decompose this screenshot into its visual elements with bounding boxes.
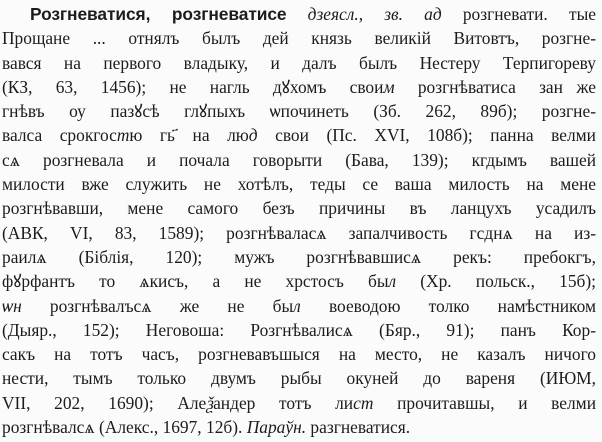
- entry-text: (Дыяр., 152); Неговоша: Розгнѣвалисѧ (Бяр., 91); панъ Кор-: [2, 319, 596, 340]
- dictionary-entry: [2, 2, 596, 439]
- entry-text: Прощане ... отнялъ былъ дей князь великій Витовтъ, розгне-: [2, 28, 596, 49]
- entry-italic-text: л: [293, 295, 301, 316]
- entry-italic-text: л: [388, 271, 397, 292]
- entry-text: вався на первого владыку, и далъ былъ Нестеру Терпигореву: [2, 52, 596, 73]
- entry-line: [2, 75, 596, 99]
- entry-text: раилѧ (Біблія, 120); мужъ розгнѣвавшисѧ рекъ: пребокгъ,: [2, 246, 596, 267]
- entry-text: (АВК, VI, 83, 1589); розгнѣваласѧ запалчивость гсднѧ на из-: [2, 222, 596, 243]
- entry-line: [2, 269, 596, 293]
- entry-line: [2, 221, 596, 245]
- entry-text: розгнѣвалсѧ (Алекс., 1697, 12б).: [2, 417, 247, 438]
- entry-line: [2, 245, 596, 269]
- entry-text: розгневати. тые: [441, 4, 596, 24]
- entry-line: [2, 366, 596, 390]
- entry-text: андер тотъ ли: [213, 392, 354, 413]
- entry-italic-text: Параўн.: [246, 417, 307, 438]
- entry-text: сакъ на тотъ часъ, розгневавъшыся на место, не казалъ ничого: [2, 344, 596, 365]
- entry-line: [2, 391, 596, 415]
- entry-italic-text: ѡн: [2, 295, 22, 316]
- entry-italic-text: ст: [353, 392, 374, 413]
- entry-text: воеводою толко намѣстником: [300, 295, 596, 316]
- entry-italic-text: т: [116, 125, 130, 146]
- entry-line: [2, 415, 596, 439]
- entry-line: [2, 2, 596, 26]
- entry-text: валса срокгос: [2, 125, 117, 146]
- entry-line: [2, 294, 596, 318]
- entry-line: [2, 99, 596, 123]
- entry-text: (КЗ, 63, 1456); не нагль дꙋхомъ свои: [2, 76, 384, 97]
- entry-text: VII, 202, 1690); Але: [2, 392, 207, 413]
- entry-line: [2, 196, 596, 220]
- entry-text: разгневатися.: [306, 417, 411, 438]
- entry-text: милости вже служить не хотѣлъ, теды се ваша милость на мене: [2, 174, 596, 195]
- entry-italic-text: м: [383, 76, 395, 97]
- entry-line: [2, 172, 596, 196]
- entry-headword: Розгневатися, розгневатисе: [30, 4, 287, 24]
- entry-text: сѧ розгневала и почала говорыти (Бава, 139); кгдымъ вашей: [2, 149, 596, 170]
- entry-text: [286, 4, 307, 24]
- entry-text: (Хр. польск., 15б);: [396, 271, 596, 292]
- entry-line: [2, 148, 596, 172]
- entry-line: [2, 26, 596, 50]
- entry-text: фꙋрфантъ то ѧкисъ, а не хрстосъ бы: [2, 271, 389, 292]
- entry-text: свои (Пс. XVI, 108б); панна велми: [257, 125, 596, 146]
- entry-text: гнѣвъ оу пазꙋсѣ глꙋпыхъ ѡпочинеть (Зб. 262, 89б); розгне-: [2, 101, 596, 122]
- entry-line: [2, 51, 596, 75]
- entry-line: [2, 123, 596, 147]
- entry-italic-text: д: [248, 125, 258, 146]
- entry-text: прочитавшы, и велми: [373, 392, 596, 413]
- entry-text: розгнѣвавши, мене самого безъ причины въ ланцухъ усадилъ: [2, 198, 596, 219]
- entry-italic-text: ѯ: [206, 392, 214, 413]
- entry-text: нести, тымъ только двумъ рыбы окуней до вареня (ИЮМ,: [2, 368, 596, 389]
- entry-text: розгнѣвалъсѧ же не бы: [21, 295, 294, 316]
- entry-text: розгнѣватиса зан꙽же: [394, 76, 596, 97]
- entry-text: ю гь҃ на лю: [129, 125, 249, 146]
- entry-line: [2, 318, 596, 342]
- entry-line: [2, 342, 596, 366]
- entry-italic-text: дзеясл., зв. ад: [307, 4, 442, 24]
